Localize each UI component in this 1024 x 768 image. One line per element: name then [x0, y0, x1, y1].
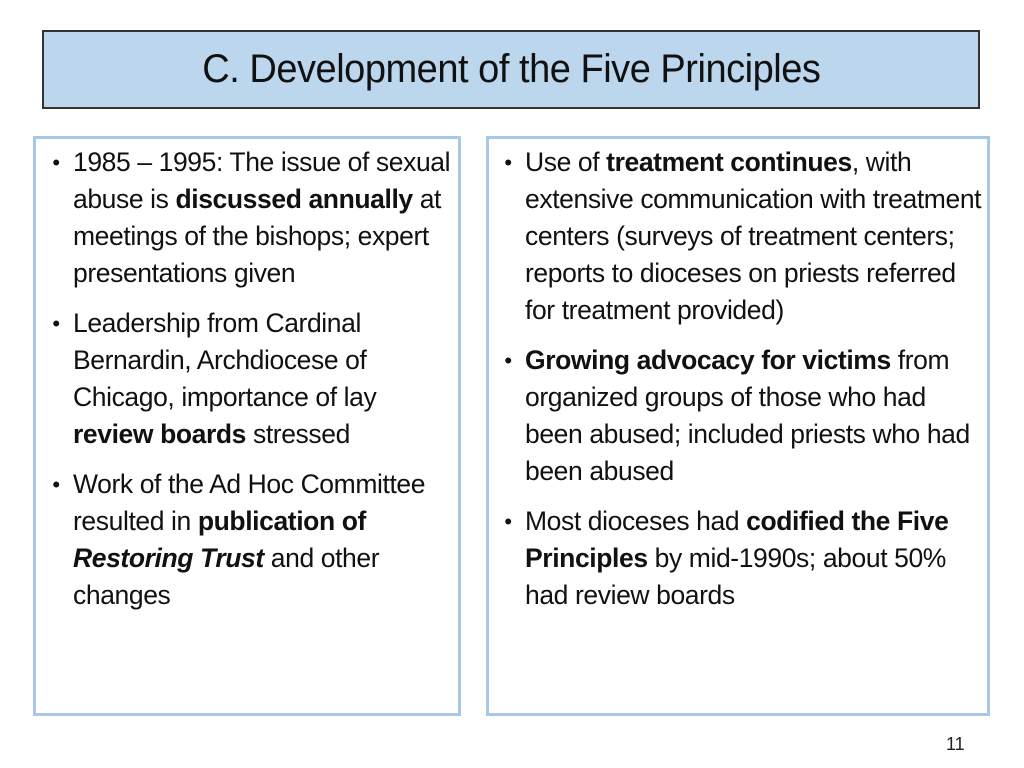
bullet-text-run: Restoring Trust [73, 543, 264, 573]
bullet-item [39, 305, 458, 453]
slide-title: C. Development of the Five Principles [201, 47, 821, 91]
bullet-text-run: 1985 – 1995: The issue of sexual abuse is [73, 147, 451, 214]
bullet-text-run: Use of [525, 147, 607, 177]
bullet-icon: • [504, 150, 512, 175]
left-bullet-list [39, 144, 458, 614]
bullet-text-run: and other changes [73, 543, 380, 610]
bullet-text-run: codified the Five Principles [525, 506, 949, 573]
slide-title-box [42, 30, 980, 109]
bullet-text-run: Leadership from Cardinal Bernardin, Archdiocese of Chicago, importance of lay [73, 308, 377, 412]
bullet-text-run: discussed annually [175, 184, 413, 214]
right-content-panel [486, 136, 990, 716]
bullet-item [39, 466, 458, 614]
bullet-icon: • [52, 311, 60, 336]
left-content-panel [33, 136, 461, 716]
bullet-icon: • [504, 348, 512, 373]
bullet-text-run: Most dioceses had [525, 506, 747, 536]
bullet-text-run: publication of [197, 506, 366, 536]
bullet-icon: • [52, 150, 60, 175]
bullet-item [491, 144, 987, 329]
bullet-text-run: , with extensive communication with treatment centers (surveys of treatment centers; reports to dioceses on priests referred for treatment provided) [525, 147, 982, 325]
bullet-text-run: review boards [73, 419, 247, 449]
bullet-text-run: Growing advocacy for victims [525, 345, 891, 375]
bullet-text-run: by mid-1990s; about 50% had review boards [525, 543, 946, 610]
bullet-text-run: treatment continues [606, 147, 852, 177]
bullet-icon: • [504, 509, 512, 534]
page-number: 11 [946, 734, 965, 754]
right-bullet-list [491, 144, 987, 614]
bullet-text-run: at meetings of the bishops; expert presentations given [73, 184, 442, 288]
bullet-item [491, 503, 987, 614]
bullet-text-run: from organized groups of those who had been abused; included priests who had been abused [525, 345, 970, 486]
bullet-text-run: Work of the Ad Hoc Committee resulted in [73, 469, 426, 536]
bullet-item [491, 342, 987, 490]
bullet-item [39, 144, 458, 292]
bullet-icon: • [52, 472, 60, 497]
bullet-text-run: stressed [246, 419, 350, 449]
